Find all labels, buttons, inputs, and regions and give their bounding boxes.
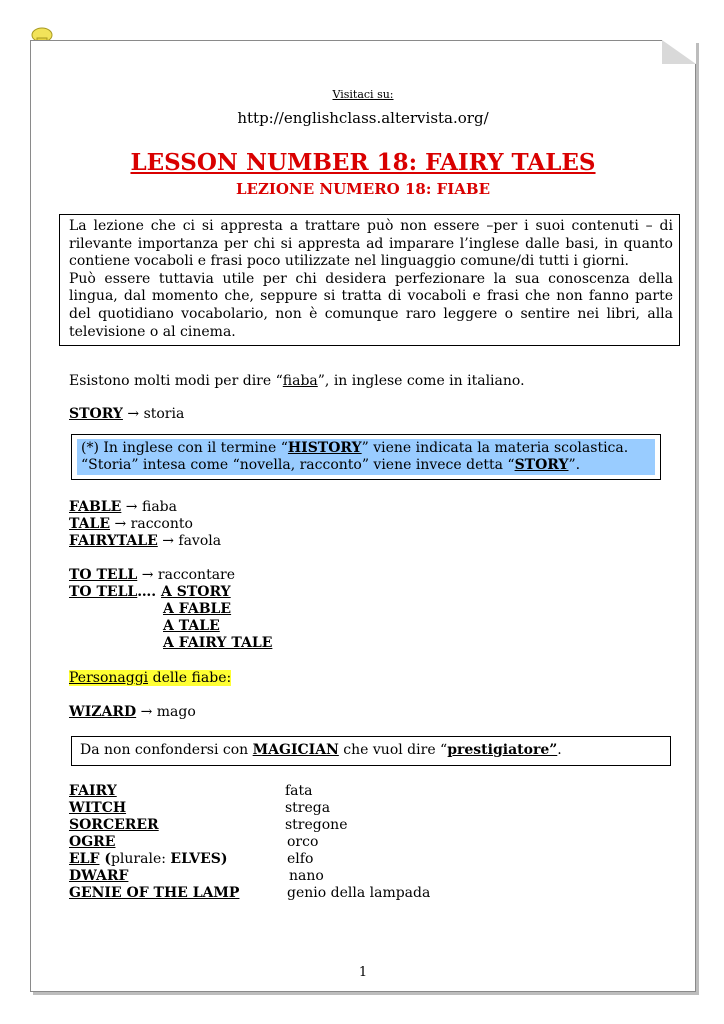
character-row: WITCH strega xyxy=(69,800,331,816)
characters-heading: Personaggi delle fiabe: xyxy=(69,670,232,686)
history-note-line-1: (*) In inglese con il termine “HISTORY” viene indicata la materia scolastica. xyxy=(81,440,629,456)
history-note-box xyxy=(71,434,661,480)
intro-box xyxy=(59,214,680,346)
intro-paragraph-2: Può essere tuttavia utile per chi desidera perfezionare la sua conoscenza della lingua, dal momento che, seppure si tratta di vocaboli e frasi che non fanno parte del quotidiano vocabolario, non è comunque raro leggere o sentire nei libri, alla televisione o al cinema. xyxy=(69,270,673,340)
character-row: DWARF nano xyxy=(69,868,324,884)
page-subtitle: LEZIONE NUMERO 18: FIABE xyxy=(235,180,490,198)
story-entry xyxy=(69,406,184,423)
to-tell-objects xyxy=(163,601,272,652)
character-row: FAIRY fata xyxy=(69,783,313,799)
vocab-row: FAIRYTALE → favola xyxy=(69,533,222,549)
to-tell-section xyxy=(69,567,235,601)
page-fold-corner xyxy=(662,40,696,64)
visit-label: Visitaci su: xyxy=(332,88,394,101)
site-url[interactable]: http://englishclass.altervista.org/ xyxy=(237,109,489,127)
character-row: ELF (plurale: ELVES) elfo xyxy=(69,851,314,867)
vocab-list-1 xyxy=(69,499,221,550)
characters-list xyxy=(69,783,569,902)
wizard-entry: WIZARD → mago xyxy=(69,704,196,720)
object-item: A FABLE xyxy=(163,601,232,617)
fiaba-word: fiaba xyxy=(282,373,318,389)
ways-sentence: Esistono molti modi per dire “fiaba”, in inglese come in italiano. xyxy=(69,373,525,389)
page-title: LESSON NUMBER 18: FAIRY TALES xyxy=(130,149,596,176)
vocab-row: FABLE → fiaba xyxy=(69,499,177,515)
magician-note-box: Da non confondersi con MAGICIAN che vuol dire “prestigiatore”. xyxy=(71,736,671,766)
page-number: 1 xyxy=(358,965,368,980)
arrow: → xyxy=(127,406,140,422)
vocab-meaning: storia xyxy=(143,406,185,422)
object-item: A FAIRY TALE xyxy=(163,635,273,651)
vocab-row: TALE → racconto xyxy=(69,516,193,532)
vocab-row: TO TELL → raccontare xyxy=(69,567,236,583)
character-row: SORCERER stregone xyxy=(69,817,348,833)
vocab-row: TO TELL…. A STORY xyxy=(69,584,231,600)
object-item: A TALE xyxy=(163,618,220,634)
document-page xyxy=(30,40,696,992)
vocab-term: STORY xyxy=(69,406,123,422)
history-note-line-2: “Storia” intesa come “novella, racconto” viene invece detta “STORY”. xyxy=(81,457,581,473)
character-row: GENIE OF THE LAMP genio della lampada xyxy=(69,885,431,901)
character-row: OGRE orco xyxy=(69,834,319,850)
intro-paragraph-1: La lezione che ci si appresta a trattare può non essere –per i suoi contenuti – di rilevante importanza per chi si appresta ad imparare l’inglese dalle basi, in quanto contiene vocaboli e frasi poco utilizzate nel linguaggio comune/di tutti i giorni. xyxy=(69,218,673,270)
